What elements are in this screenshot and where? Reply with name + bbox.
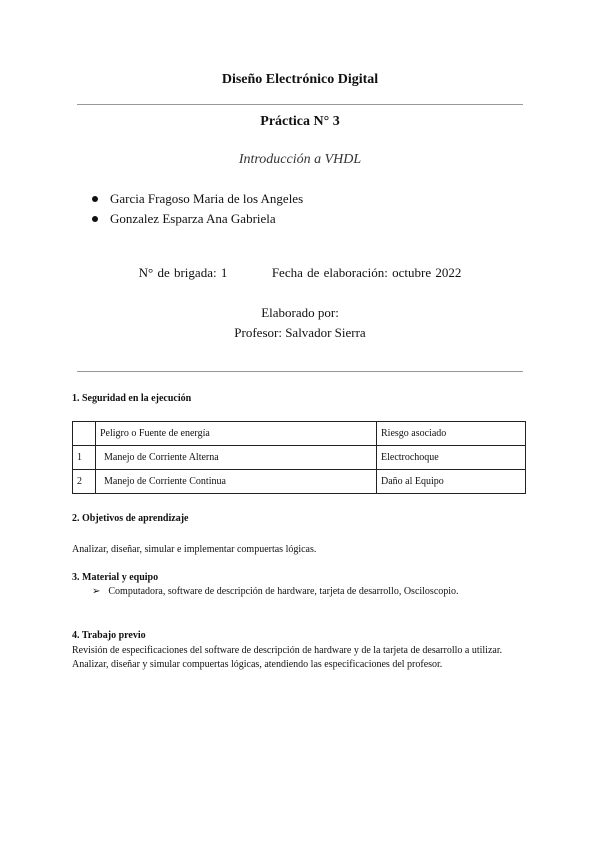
practice-topic: Introducción a VHDL: [238, 152, 362, 167]
materials-text: Computadora, software de descripción de hardware, tarjeta de desarrollo, Osciloscopio.: [108, 586, 459, 597]
date-value: octubre 2022: [392, 265, 462, 280]
brigade-label: N° de brigada:: [138, 265, 217, 280]
practice-number: Práctica N° 3: [260, 114, 340, 129]
table-header-row: [73, 422, 526, 446]
bullet-icon: [92, 216, 98, 222]
table-cell: Manejo de Corriente Alterna: [96, 446, 377, 470]
risk-table: [72, 421, 526, 494]
objectives-text: Analizar, diseñar, simular e implementar compuertas lógicas.: [72, 544, 317, 555]
list-item: [92, 209, 303, 229]
table-cell: 1: [73, 446, 96, 470]
table-cell: Electrochoque: [377, 446, 526, 470]
date-label: Fecha de elaboración:: [271, 265, 388, 280]
section-heading-prework: 4. Trabajo previo: [72, 630, 146, 641]
arrow-bullet-icon: ➢: [92, 586, 101, 597]
table-cell: Manejo de Corriente Continua: [96, 470, 377, 494]
members-list: [92, 189, 303, 229]
table-cell: 2: [73, 470, 96, 494]
brigade-value: 1: [220, 265, 228, 280]
bullet-icon: [92, 196, 98, 202]
prework-text: [72, 644, 532, 672]
elaborated-label: Elaborado por:: [261, 305, 339, 320]
course-title: Diseño Electrónico Digital: [221, 72, 379, 87]
table-header-cell: Peligro o Fuente de energía: [96, 422, 377, 446]
materials-item: [92, 586, 459, 597]
section-heading-objectives: 2. Objetivos de aprendizaje: [72, 513, 189, 524]
section-heading-materials: 3. Material y equipo: [72, 572, 159, 583]
table-header-cell: [73, 422, 96, 446]
brigade-and-date: [0, 265, 600, 281]
divider-top: [77, 104, 523, 105]
professor-name: Profesor: Salvador Sierra: [234, 325, 366, 340]
prework-paragraph-2: Analizar, diseñar y simular compuertas lógicas, atendiendo las especificaciones del profesor.: [72, 659, 443, 670]
table-header-cell: Riesgo asociado: [377, 422, 526, 446]
list-item: [92, 189, 303, 209]
member-name: Gonzalez Esparza Ana Gabriela: [110, 211, 276, 226]
member-name: Garcia Fragoso Maria de los Angeles: [110, 191, 304, 206]
table-row: [73, 446, 526, 470]
prework-paragraph-1: Revisión de especificaciones del software de descripción de hardware y de la tarjeta de desarrollo a utilizar.: [72, 645, 503, 656]
section-heading-safety: 1. Seguridad en la ejecución: [72, 393, 192, 404]
divider-bottom: [77, 371, 523, 372]
table-cell: Daño al Equipo: [377, 470, 526, 494]
table-row: [73, 470, 526, 494]
authorship: [0, 303, 600, 343]
